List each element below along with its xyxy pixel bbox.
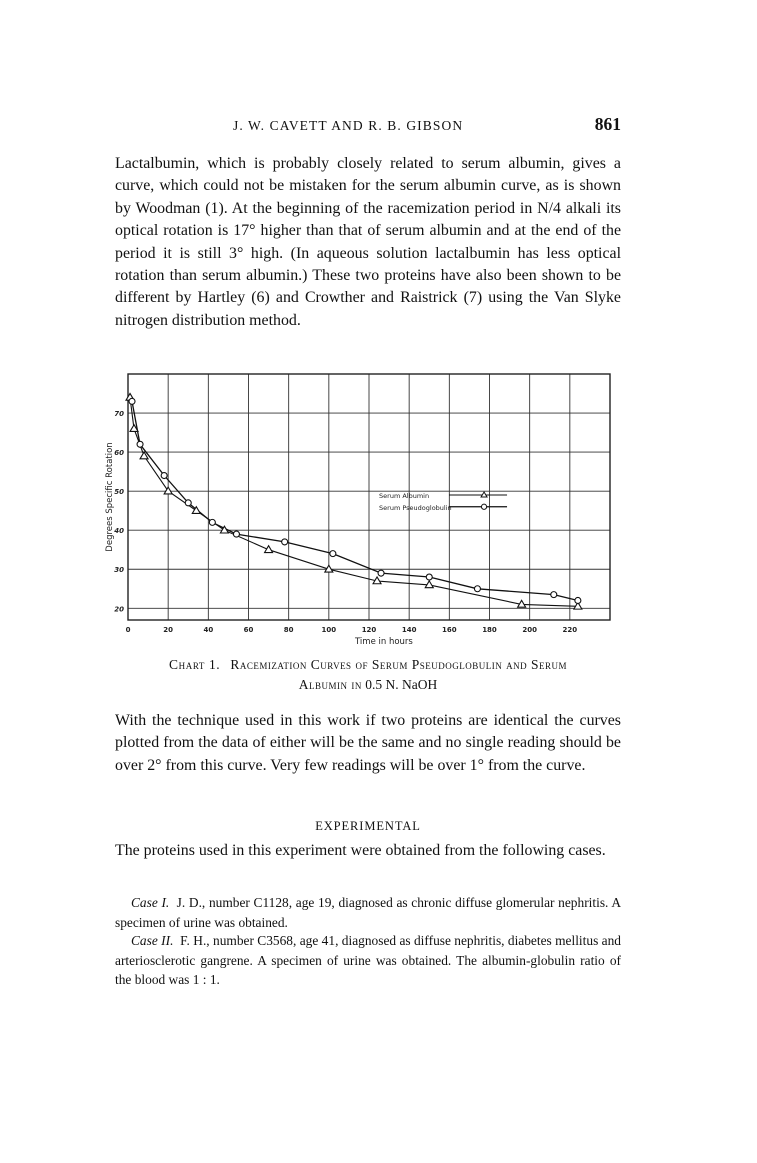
- pseudoglobulin-point: [161, 473, 167, 479]
- x-tick-label: 80: [283, 626, 294, 634]
- x-tick-label: 40: [203, 626, 214, 634]
- x-axis-title: Time in hours: [355, 637, 413, 647]
- x-tick-label: 140: [401, 626, 417, 634]
- paragraph-lactalbumin: Lactalbumin, which is probably closely related to serum albumin, gives a curve, which could not be mistaken for the serum albumin curve, as is shown by Woodman (1). At the beginning of the racemization period in N/4 alkali its optical rotation is 17° higher than that of serum albumin and at the end of the period it is still 3° high. (In aqueous solution lactalbumin has less optical rotation than serum albumin.) These two proteins have also been shown to be different by Hartley (6) and Crowther and Raistrick (7) using the Van Slyke nitrogen distribution method.: [115, 155, 621, 329]
- y-tick-label: 70: [114, 410, 124, 419]
- y-axis-title: Degrees Specific Rotation: [105, 442, 115, 552]
- y-tick-label: 30: [114, 566, 124, 575]
- pseudoglobulin-point: [282, 539, 288, 545]
- x-tick-label: 120: [361, 626, 377, 634]
- legend-marker-triangle: [481, 492, 487, 497]
- chart-marks: [126, 393, 582, 609]
- legend-label-serum-albumin: Serum Albumin: [379, 492, 430, 501]
- caption-label: Chart 1.: [169, 657, 221, 672]
- pseudoglobulin-point: [474, 586, 480, 592]
- case-two: [115, 931, 621, 990]
- case-two-text: F. H., number C3568, age 41, diagnosed as diffuse nephritis, diabetes mellitus and arteriosclerotic gangrene. A specimen of urine was obtained. The albumin-globulin ratio of the blood was 1 : 1.: [115, 933, 621, 987]
- pseudoglobulin-point: [551, 592, 557, 598]
- x-tick-label: 0: [125, 626, 131, 634]
- series-line-serum-albumin: [130, 397, 578, 606]
- pseudoglobulin-point: [426, 574, 432, 580]
- running-title: J. W. CAVETT AND R. B. GIBSON: [233, 118, 464, 133]
- x-tick-label: 200: [522, 626, 537, 634]
- pseudoglobulin-point: [330, 551, 336, 557]
- caption-line1: Racemization Curves of Serum Pseudoglobulin and Serum: [230, 657, 567, 672]
- series-line-serum-pseudoglobulin: [132, 401, 578, 600]
- pseudoglobulin-point: [209, 519, 215, 525]
- caption-line2-rest: 0.5 N. NaOH: [365, 677, 438, 692]
- x-tick-label: 160: [442, 626, 457, 634]
- page-number: 861: [594, 114, 621, 134]
- chart-caption: [115, 655, 621, 695]
- pseudoglobulin-point: [137, 441, 143, 447]
- pseudoglobulin-point: [378, 570, 384, 576]
- x-tick-label: 20: [163, 626, 174, 634]
- chart-lines: [130, 397, 578, 606]
- running-header: [115, 114, 621, 140]
- x-tick-label: 220: [562, 626, 578, 634]
- pseudoglobulin-point: [129, 398, 135, 404]
- y-tick-label: 60: [114, 449, 124, 458]
- legend-marker-circle: [481, 504, 486, 509]
- albumin-point: [265, 546, 273, 553]
- pseudoglobulin-point: [575, 597, 581, 603]
- case-one: [115, 893, 621, 932]
- legend-label-serum-pseudoglobulin: Serum Pseudoglobulin: [379, 503, 452, 512]
- albumin-point: [164, 487, 172, 494]
- chart-labels: [105, 410, 577, 647]
- case-one-text: J. D., number C1128, age 19, diagnosed as chronic diffuse glomerular nephritis. A specimen of urine was obtained.: [115, 895, 621, 930]
- section-heading: EXPERIMENTAL: [315, 819, 421, 833]
- x-tick-label: 60: [243, 626, 254, 634]
- x-tick-label: 100: [321, 626, 337, 634]
- y-tick-label: 20: [114, 605, 124, 614]
- y-tick-label: 50: [114, 488, 124, 497]
- pseudoglobulin-point: [185, 500, 191, 506]
- pseudoglobulin-point: [233, 531, 239, 537]
- chart-grid: [128, 374, 610, 620]
- y-tick-label: 40: [114, 527, 124, 536]
- case-two-label: Case II.: [131, 933, 174, 948]
- case-one-label: Case I.: [131, 895, 170, 910]
- racemization-chart: [100, 362, 620, 652]
- paragraph-technique: With the technique used in this work if two proteins are identical the curves plotted from the data of either will be the same and no single reading should be over 2° from this curve. Very few readings will be over 1° from the curve.: [115, 712, 621, 774]
- chart-legend: [379, 492, 507, 512]
- caption-line2-smallcaps: Albumin in: [298, 677, 362, 692]
- x-tick-label: 180: [482, 626, 497, 634]
- paragraph-proteins: The proteins used in this experiment were obtained from the following cases.: [115, 842, 606, 859]
